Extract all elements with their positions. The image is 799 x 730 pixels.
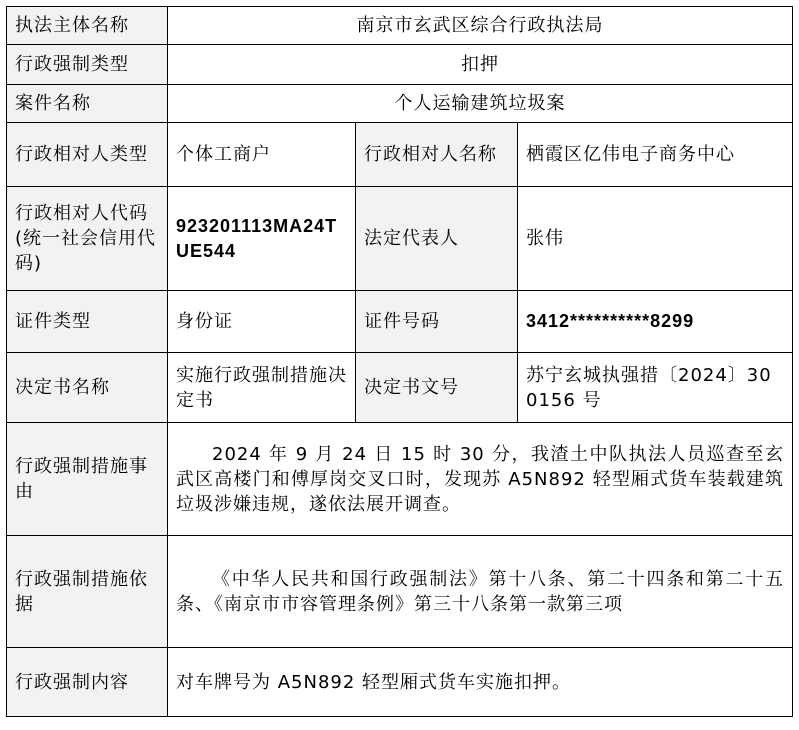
row-subject	[7, 7, 793, 45]
enforcement-info-table	[6, 6, 793, 717]
row-party-type	[7, 123, 793, 187]
type-value: 扣押	[168, 45, 793, 85]
id-type-value: 身份证	[168, 291, 356, 353]
decision-number-value: 苏宁玄城执强措〔2024〕300156 号	[518, 353, 793, 423]
row-reason	[7, 423, 793, 536]
id-number-label: 证件号码	[356, 291, 518, 353]
party-type-value: 个体工商户	[168, 123, 356, 187]
row-content	[7, 648, 793, 717]
basis-value: 《中华人民共和国行政强制法》第十八条、第二十四条和第二十五条、《南京市市容管理条例》第三十八条第一款第三项	[168, 536, 793, 648]
basis-label: 行政强制措施依据	[7, 536, 168, 648]
row-case	[7, 85, 793, 123]
credit-code-label: 行政相对人代码(统一社会信用代码)	[7, 187, 168, 291]
case-label: 案件名称	[7, 85, 168, 123]
row-decision	[7, 353, 793, 423]
decision-name-value: 实施行政强制措施决定书	[168, 353, 356, 423]
decision-number-label: 决定书文号	[356, 353, 518, 423]
party-name-label: 行政相对人名称	[356, 123, 518, 187]
party-type-label: 行政相对人类型	[7, 123, 168, 187]
credit-code-value: 923201113MA24TUE544	[168, 187, 356, 291]
row-basis	[7, 536, 793, 648]
legal-rep-label: 法定代表人	[356, 187, 518, 291]
type-label: 行政强制类型	[7, 45, 168, 85]
id-number-value: 3412**********8299	[518, 291, 793, 353]
case-value: 个人运输建筑垃圾案	[168, 85, 793, 123]
subject-value: 南京市玄武区综合行政执法局	[168, 7, 793, 45]
decision-name-label: 决定书名称	[7, 353, 168, 423]
reason-label: 行政强制措施事由	[7, 423, 168, 536]
row-code	[7, 187, 793, 291]
reason-value: 2024 年 9 月 24 日 15 时 30 分，我渣土中队执法人员巡查至玄武区高楼门和傅厚岗交叉口时，发现苏 A5N892 轻型厢式货车装载建筑垃圾涉嫌违规，遂依法展开调查。	[168, 423, 793, 536]
id-type-label: 证件类型	[7, 291, 168, 353]
legal-rep-value: 张伟	[518, 187, 793, 291]
content-value: 对车牌号为 A5N892 轻型厢式货车实施扣押。	[168, 648, 793, 717]
subject-label: 执法主体名称	[7, 7, 168, 45]
party-name-value: 栖霞区亿伟电子商务中心	[518, 123, 793, 187]
row-type	[7, 45, 793, 85]
content-label: 行政强制内容	[7, 648, 168, 717]
row-id	[7, 291, 793, 353]
